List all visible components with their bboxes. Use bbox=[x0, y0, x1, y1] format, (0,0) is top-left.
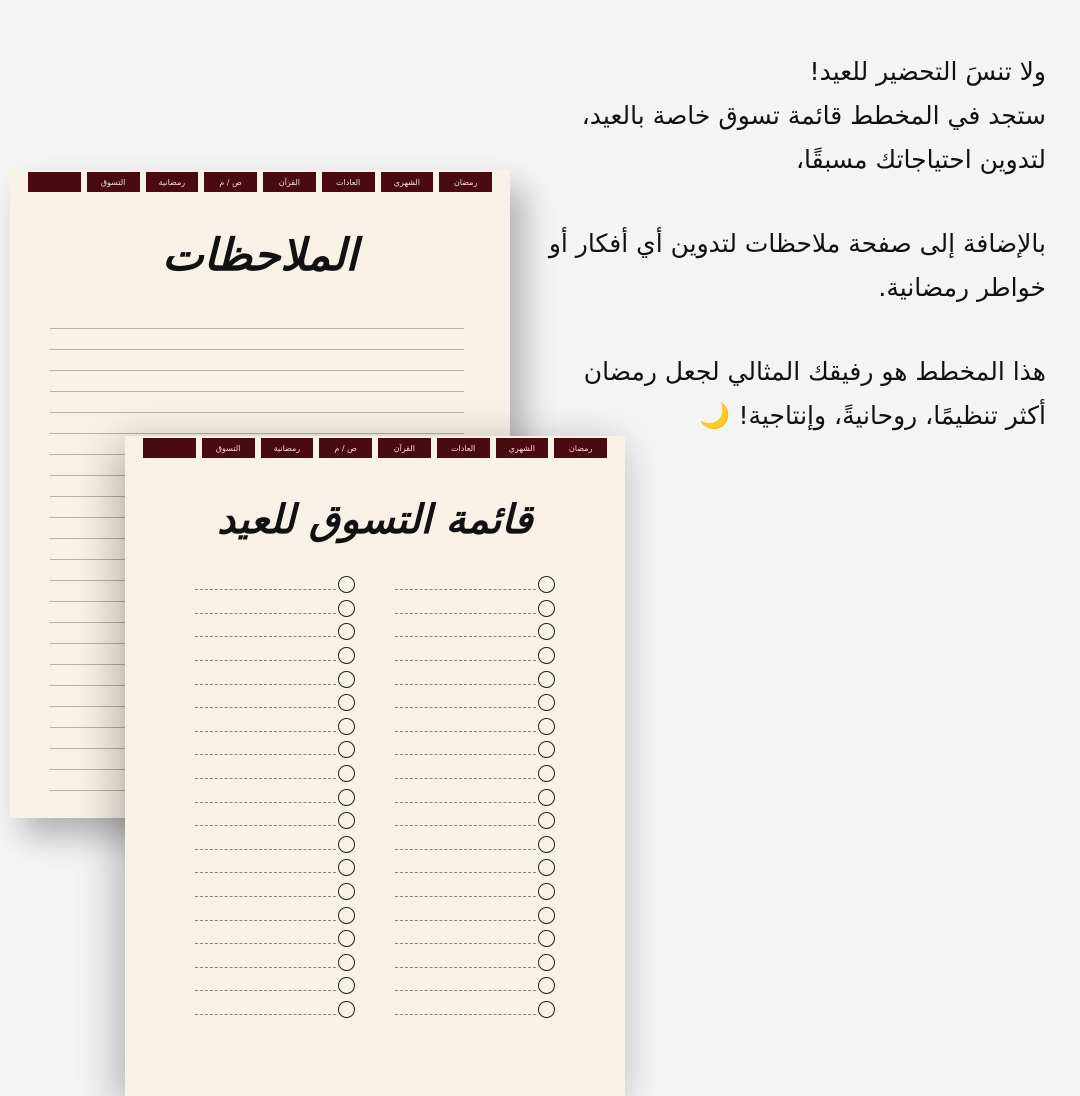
tab-shopping[interactable]: التسوق bbox=[202, 438, 255, 458]
checklist-item bbox=[395, 597, 555, 621]
tab-am-pm[interactable]: ص / م bbox=[204, 172, 257, 192]
checklist-item bbox=[395, 691, 555, 715]
notes-line bbox=[50, 370, 464, 371]
checklist-item bbox=[395, 785, 555, 809]
shopping-column-left bbox=[195, 573, 355, 1021]
tab-ramadan[interactable]: رمضان bbox=[439, 172, 492, 192]
checkbox-circle[interactable] bbox=[338, 859, 355, 876]
tab-monthly[interactable]: الشهري bbox=[496, 438, 549, 458]
item-entry-line[interactable] bbox=[395, 684, 536, 685]
line: هذا المخطط هو رفيقك المثالي لجعل رمضان bbox=[583, 357, 1046, 386]
checklist-item bbox=[395, 974, 555, 998]
tab-ramadaniya[interactable]: رمضانية bbox=[146, 172, 199, 192]
checkbox-circle[interactable] bbox=[538, 977, 555, 994]
item-entry-line[interactable] bbox=[395, 589, 536, 590]
checkbox-circle[interactable] bbox=[538, 859, 555, 876]
item-entry-line[interactable] bbox=[395, 920, 536, 921]
tab-monthly[interactable]: الشهري bbox=[381, 172, 434, 192]
item-entry-line[interactable] bbox=[195, 636, 336, 637]
item-entry-line[interactable] bbox=[395, 943, 536, 944]
checkbox-circle[interactable] bbox=[538, 576, 555, 593]
shopping-column-right bbox=[395, 573, 555, 1021]
item-entry-line[interactable] bbox=[195, 754, 336, 755]
checkbox-circle[interactable] bbox=[538, 883, 555, 900]
item-entry-line[interactable] bbox=[395, 872, 536, 873]
item-entry-line[interactable] bbox=[395, 849, 536, 850]
checkbox-circle[interactable] bbox=[538, 1001, 555, 1018]
page-title: الملاحظات bbox=[162, 230, 358, 281]
item-entry-line[interactable] bbox=[195, 731, 336, 732]
checkbox-circle[interactable] bbox=[538, 765, 555, 782]
item-entry-line[interactable] bbox=[395, 825, 536, 826]
checklist-item bbox=[195, 998, 355, 1022]
checklist-item bbox=[395, 903, 555, 927]
line: بالإضافة إلى صفحة ملاحظات لتدوين أي أفكار أو bbox=[548, 229, 1046, 258]
checkbox-circle[interactable] bbox=[538, 671, 555, 688]
line: ولا تنسَ التحضير للعيد! bbox=[809, 57, 1046, 86]
checkbox-circle[interactable] bbox=[338, 883, 355, 900]
checklist-item bbox=[395, 856, 555, 880]
checklist-item bbox=[395, 998, 555, 1022]
checkbox-circle[interactable] bbox=[538, 930, 555, 947]
checklist-item bbox=[395, 809, 555, 833]
checkbox-circle[interactable] bbox=[538, 836, 555, 853]
tab-shopping[interactable]: التسوق bbox=[87, 172, 140, 192]
checkbox-circle[interactable] bbox=[338, 1001, 355, 1018]
checkbox-circle[interactable] bbox=[538, 623, 555, 640]
item-entry-line[interactable] bbox=[395, 754, 536, 755]
item-entry-line[interactable] bbox=[395, 967, 536, 968]
item-entry-line[interactable] bbox=[395, 731, 536, 732]
checklist-item bbox=[395, 644, 555, 668]
item-entry-line[interactable] bbox=[195, 707, 336, 708]
item-entry-line[interactable] bbox=[195, 778, 336, 779]
checklist-item bbox=[395, 762, 555, 786]
checkbox-circle[interactable] bbox=[338, 930, 355, 947]
checkbox-circle[interactable] bbox=[538, 907, 555, 924]
checkbox-circle[interactable] bbox=[338, 977, 355, 994]
tab-ramadan[interactable]: رمضان bbox=[554, 438, 607, 458]
item-entry-line[interactable] bbox=[195, 660, 336, 661]
item-entry-line[interactable] bbox=[195, 849, 336, 850]
item-entry-line[interactable] bbox=[395, 778, 536, 779]
item-entry-line[interactable] bbox=[195, 802, 336, 803]
checklist-item bbox=[195, 856, 355, 880]
paragraph-2 bbox=[506, 222, 1046, 310]
item-entry-line[interactable] bbox=[395, 707, 536, 708]
paragraph-1 bbox=[506, 50, 1046, 182]
checkbox-circle[interactable] bbox=[338, 954, 355, 971]
checkbox-circle[interactable] bbox=[538, 812, 555, 829]
checkbox-circle[interactable] bbox=[338, 907, 355, 924]
checkbox-circle[interactable] bbox=[338, 671, 355, 688]
checkbox-circle[interactable] bbox=[338, 576, 355, 593]
checklist-item bbox=[195, 573, 355, 597]
moon-icon: 🌙 bbox=[699, 401, 731, 430]
checkbox-circle[interactable] bbox=[538, 741, 555, 758]
item-entry-line[interactable] bbox=[395, 1014, 536, 1015]
checkbox-circle[interactable] bbox=[338, 789, 355, 806]
tab-ramadaniya[interactable]: رمضانية bbox=[261, 438, 314, 458]
checklist-item bbox=[195, 974, 355, 998]
checklist-item bbox=[195, 738, 355, 762]
checklist-item bbox=[195, 880, 355, 904]
checklist-item bbox=[395, 880, 555, 904]
paragraph-3 bbox=[506, 350, 1046, 438]
line: أكثر تنظيمًا، روحانيةً، وإنتاجية! bbox=[738, 401, 1046, 430]
item-entry-line[interactable] bbox=[395, 802, 536, 803]
tab-quran[interactable]: القرآن bbox=[263, 172, 316, 192]
checkbox-circle[interactable] bbox=[338, 623, 355, 640]
notes-line bbox=[50, 328, 464, 329]
item-entry-line[interactable] bbox=[395, 990, 536, 991]
item-entry-line[interactable] bbox=[195, 896, 336, 897]
checklist-item bbox=[395, 715, 555, 739]
checkbox-circle[interactable] bbox=[538, 647, 555, 664]
item-entry-line[interactable] bbox=[195, 1014, 336, 1015]
tab-blank[interactable] bbox=[143, 438, 196, 458]
checklist-item bbox=[195, 762, 355, 786]
item-entry-line[interactable] bbox=[195, 684, 336, 685]
checkbox-circle[interactable] bbox=[538, 718, 555, 735]
tab-blank[interactable] bbox=[28, 172, 81, 192]
notes-tabs bbox=[28, 172, 492, 192]
notes-line bbox=[50, 412, 464, 413]
item-entry-line[interactable] bbox=[195, 589, 336, 590]
tab-am-pm[interactable]: ص / م bbox=[319, 438, 372, 458]
checklist-item bbox=[195, 785, 355, 809]
description-text bbox=[506, 50, 1046, 478]
checklist-item bbox=[195, 833, 355, 857]
checkbox-circle[interactable] bbox=[538, 954, 555, 971]
checkbox-circle[interactable] bbox=[338, 718, 355, 735]
item-entry-line[interactable] bbox=[195, 943, 336, 944]
checklist-item bbox=[195, 691, 355, 715]
checklist-item bbox=[395, 833, 555, 857]
line: ستجد في المخطط قائمة تسوق خاصة بالعيد، bbox=[581, 101, 1046, 130]
shopping-tabs bbox=[143, 438, 607, 458]
checkbox-circle[interactable] bbox=[538, 600, 555, 617]
checklist-item bbox=[195, 927, 355, 951]
checklist-item bbox=[395, 951, 555, 975]
item-entry-line[interactable] bbox=[395, 896, 536, 897]
checklist-item bbox=[195, 667, 355, 691]
notes-line bbox=[50, 391, 464, 392]
checklist-item bbox=[395, 738, 555, 762]
checkbox-circle[interactable] bbox=[338, 600, 355, 617]
item-entry-line[interactable] bbox=[195, 920, 336, 921]
item-entry-line[interactable] bbox=[395, 613, 536, 614]
checkbox-circle[interactable] bbox=[338, 765, 355, 782]
line: خواطر رمضانية. bbox=[878, 273, 1046, 302]
checklist-item bbox=[395, 573, 555, 597]
checklist-item bbox=[195, 951, 355, 975]
checklist-item bbox=[195, 620, 355, 644]
item-entry-line[interactable] bbox=[395, 660, 536, 661]
tab-habits[interactable]: العادات bbox=[322, 172, 375, 192]
checklist-item bbox=[195, 809, 355, 833]
checklist-item bbox=[395, 667, 555, 691]
item-entry-line[interactable] bbox=[195, 967, 336, 968]
checkbox-circle[interactable] bbox=[338, 694, 355, 711]
tab-quran[interactable]: القرآن bbox=[378, 438, 431, 458]
item-entry-line[interactable] bbox=[195, 872, 336, 873]
checklist-item bbox=[395, 620, 555, 644]
checklist-item bbox=[395, 927, 555, 951]
checkbox-circle[interactable] bbox=[338, 836, 355, 853]
checklist-item bbox=[195, 903, 355, 927]
checkbox-circle[interactable] bbox=[338, 741, 355, 758]
page-title: قائمة التسوق للعيد bbox=[217, 496, 533, 543]
item-entry-line[interactable] bbox=[195, 825, 336, 826]
item-entry-line[interactable] bbox=[195, 990, 336, 991]
checkbox-circle[interactable] bbox=[538, 694, 555, 711]
item-entry-line[interactable] bbox=[195, 613, 336, 614]
notes-line bbox=[50, 349, 464, 350]
shopping-list-page bbox=[125, 436, 625, 1096]
checklist-item bbox=[195, 644, 355, 668]
notes-line bbox=[50, 433, 464, 434]
checkbox-circle[interactable] bbox=[538, 789, 555, 806]
item-entry-line[interactable] bbox=[395, 636, 536, 637]
line: لتدوين احتياجاتك مسبقًا، bbox=[795, 145, 1046, 174]
checklist-item bbox=[195, 597, 355, 621]
checklist-item bbox=[195, 715, 355, 739]
checkbox-circle[interactable] bbox=[338, 647, 355, 664]
tab-habits[interactable]: العادات bbox=[437, 438, 490, 458]
checkbox-circle[interactable] bbox=[338, 812, 355, 829]
